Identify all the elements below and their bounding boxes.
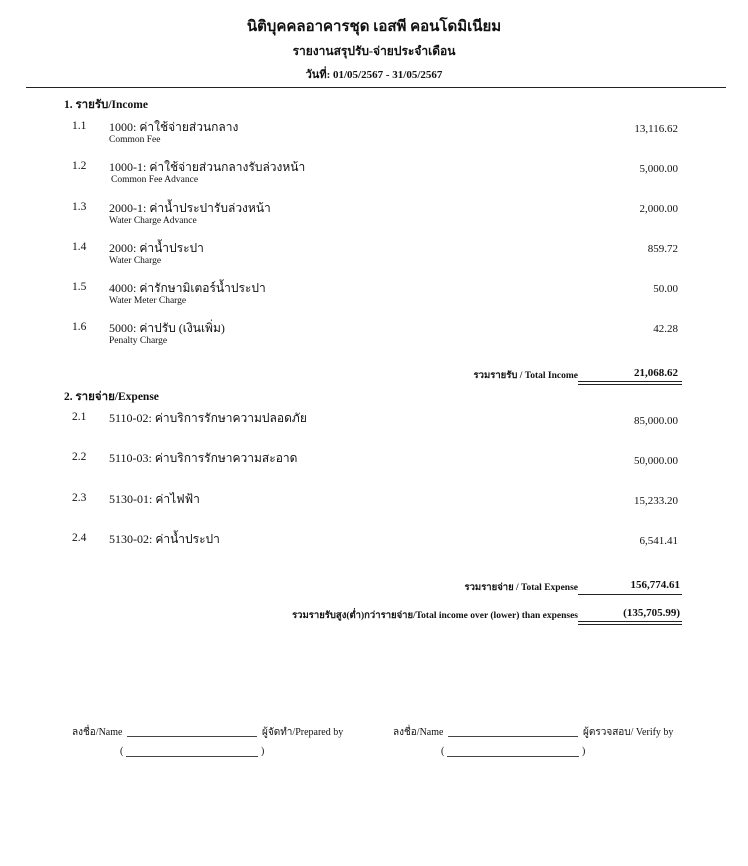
net-income-label: รวมรายรับสูง(ต่ำ)กว่ารายจ่าย/Total income over (lower) than expenses [292, 611, 578, 621]
signature-name-label: ลงชื่อ/Name [72, 727, 123, 738]
name-paren-close: ) [261, 746, 265, 757]
report-subtitle: รายงานสรุปรับ-จ่ายประจำเดือน [292, 44, 456, 58]
report-date-range: วันที่: 01/05/2567 - 31/05/2567 [305, 69, 443, 81]
income-item-amount: 859.72 [647, 243, 678, 255]
total-expense-label: รวมรายจ่าย / Total Expense [464, 583, 578, 593]
signature-name-label: ลงชื่อ/Name [393, 727, 444, 738]
income-item-thai: 5000: ค่าปรับ (เงินเพิ่ม) [109, 321, 225, 335]
income-item-number: 1.5 [72, 281, 87, 293]
income-item-thai: 1000-1: ค่าใช้จ่ายส่วนกลางรับล่วงหน้า [109, 160, 306, 174]
income-item-amount: 2,000.00 [639, 203, 678, 215]
income-item-english: Common Fee Advance [111, 175, 199, 185]
income-item-number: 1.4 [72, 241, 87, 253]
expense-item-thai: 5130-02: ค่าน้ำประปา [109, 532, 220, 546]
income-item-english: Water Meter Charge [109, 296, 187, 306]
total-expense-underline [578, 594, 682, 595]
income-item-thai: 1000: ค่าใช้จ่ายส่วนกลาง [109, 120, 239, 134]
total-expense-amount: 156,774.61 [630, 579, 680, 591]
income-item-thai: 4000: ค่ารักษามิเตอร์น้ำประปา [109, 281, 266, 295]
signature-line [448, 736, 578, 737]
expense-item-amount: 50,000.00 [634, 455, 678, 467]
printed-name-line [447, 756, 579, 757]
report-title: นิติบุคคลอาคารชุด เอสพี คอนโดมิเนียม [246, 19, 502, 35]
expense-item-amount: 6,541.41 [639, 535, 678, 547]
total-income-underline [578, 381, 682, 382]
income-item-number: 1.2 [72, 160, 87, 172]
total-income-amount: 21,068.62 [634, 367, 678, 379]
income-item-amount: 50.00 [653, 283, 678, 295]
expense-item-thai: 5110-03: ค่าบริการรักษาความสะอาด [109, 451, 298, 465]
income-item-amount: 13,116.62 [634, 123, 678, 135]
income-item-thai: 2000-1: ค่าน้ำประปารับล่วงหน้า [109, 201, 271, 215]
prepared-by-label: ผู้จัดทำ/Prepared by [262, 727, 344, 738]
total-income-label: รวมรายรับ / Total Income [473, 371, 578, 381]
expense-item-thai: 5110-02: ค่าบริการรักษาความปลอดภัย [109, 411, 307, 425]
income-item-amount: 5,000.00 [639, 163, 678, 175]
income-item-english: Common Fee [109, 135, 161, 145]
income-item-number: 1.1 [72, 120, 87, 132]
income-item-amount: 42.28 [653, 323, 678, 335]
verify-by-label: ผู้ตรวจสอบ/ Verify by [583, 727, 674, 738]
expense-item-number: 2.3 [72, 492, 87, 504]
expense-item-number: 2.1 [72, 411, 87, 423]
header-divider [26, 87, 726, 88]
net-income-double-underline [578, 624, 682, 625]
income-item-english: Penalty Charge [109, 336, 168, 346]
income-heading: 1. รายรับ/Income [64, 99, 148, 111]
net-income-amount: (135,705.99) [623, 607, 680, 619]
expense-item-number: 2.4 [72, 532, 87, 544]
name-paren-close: ) [582, 746, 586, 757]
net-income-underline [578, 621, 682, 622]
income-item-number: 1.3 [72, 201, 87, 213]
name-paren-open: ( [120, 746, 124, 757]
name-paren-open: ( [441, 746, 445, 757]
expense-item-number: 2.2 [72, 451, 87, 463]
expense-item-amount: 15,233.20 [634, 495, 678, 507]
income-item-number: 1.6 [72, 321, 87, 333]
income-item-english: Water Charge [109, 256, 162, 266]
income-item-thai: 2000: ค่าน้ำประปา [109, 241, 204, 255]
printed-name-line [126, 756, 258, 757]
expense-heading: 2. รายจ่าย/Expense [64, 391, 159, 403]
expense-item-thai: 5130-01: ค่าไฟฟ้า [109, 492, 200, 506]
signature-line [127, 736, 257, 737]
expense-item-amount: 85,000.00 [634, 415, 678, 427]
income-item-english: Water Charge Advance [109, 216, 197, 226]
total-income-double-underline [578, 384, 682, 385]
